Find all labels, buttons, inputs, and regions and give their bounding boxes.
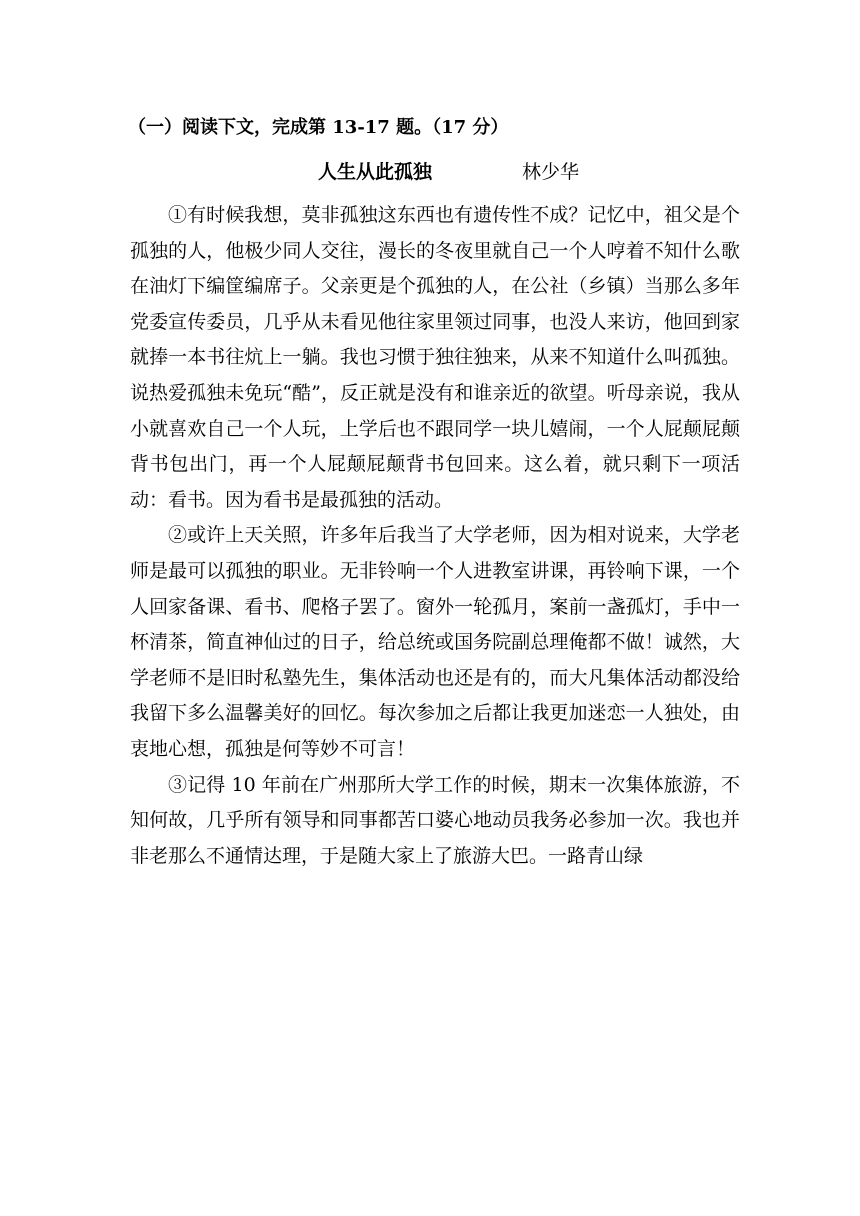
paragraph-1: ①有时候我想，莫非孤独这东西也有遗传性不成？记忆中，祖父是个孤独的人，他极少同人交往，漫长的冬夜里就自己一个人哼着不知什么歌在油灯下编筐编席子。父亲更是个孤独的人，在公社（乡镇）当那么多年党委宣传委员，几乎从未看见他往家里领过同事，也没人来访，他回到家就捧一本书往炕上一躺。我也习惯于独往独来，从来不知道什么叫孤独。说热爱孤独未免玩“酷”，反正就是没有和谁亲近的欲望。听母亲说，我从小就喜欢自己一个人玩，上学后也不跟同学一块儿嬉闹，一个人屁颠屁颠背书包出门，再一个人屁颠屁颠背书包回来。这么着，就只剩下一项活动：看书。因为看书是最孤独的活动。 bbox=[130, 204, 740, 511]
article-body bbox=[130, 198, 740, 874]
section-heading: （一）阅读下文，完成第 13-17 题。（17 分） bbox=[128, 117, 509, 138]
paragraph-2: ②或许上天关照，许多年后我当了大学老师，因为相对说来，大学老师是最可以孤独的职业。无非铃响一个人进教室讲课，再铃响下课，一个人回家备课、看书、爬格子罢了。窗外一轮孤月，案前一盏孤灯，手中一杯清茶，简直神仙过的日子，给总统或国务院副总理俺都不做！诚然，大学老师不是旧时私塾先生，集体活动也还是有的，而大凡集体活动都没给我留下多么温馨美好的回忆。每次参加之后都让我更加迷恋一人独处，由衷地心想，孤独是何等妙不可言！ bbox=[130, 524, 740, 760]
article-author: 林少华 bbox=[522, 161, 580, 183]
article-title: 人生从此孤独 bbox=[318, 161, 433, 183]
article-title-row bbox=[0, 158, 860, 188]
paragraph-3: ③记得 10 年前在广州那所大学工作的时候，期末一次集体旅游，不知何故，几乎所有领导和同事都苦口婆心地动员我务必参加一次。我也并非老那么不通情达理，于是随大家上了旅游大巴。一路青山绿 bbox=[130, 773, 740, 867]
